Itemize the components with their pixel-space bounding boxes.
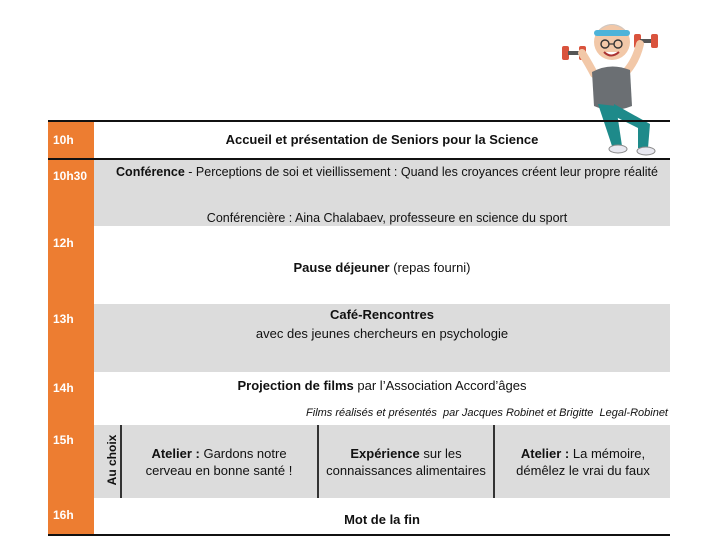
column-divider	[493, 425, 495, 498]
time-10h: 10h	[53, 133, 74, 147]
welcome-title: Accueil et présentation de Seniors pour la Science	[225, 132, 539, 147]
conference-text	[104, 164, 670, 181]
row-closing	[94, 511, 670, 528]
row-films	[94, 377, 670, 394]
workshop-2-detail: sur les connaissances alimentaires	[326, 446, 486, 478]
films-title: Projection de films	[237, 378, 354, 393]
workshop-3-title: Atelier :	[520, 446, 570, 461]
time-13h: 13h	[53, 312, 74, 326]
workshop-1-title: Atelier :	[151, 446, 200, 461]
cafe-title: Café-Rencontres	[329, 307, 435, 322]
time-10h30: 10h30	[53, 169, 88, 183]
lunch-title: Pause déjeuner	[293, 260, 390, 275]
row-welcome	[94, 131, 670, 148]
conference-subtitle: - Perceptions de soi et vieillissement : Quand les croyances créent leur propre réalité	[184, 165, 658, 179]
cafe-detail: avec des jeunes chercheurs en psychologie	[255, 326, 509, 341]
films-detail: par l’Association Accord’âges	[353, 378, 527, 393]
choice-label: Au choix	[105, 434, 119, 486]
workshop-1-detail: Gardons notre cerveau en bonne santé !	[145, 446, 293, 478]
time-12h: 12h	[53, 236, 74, 250]
lunch-detail: (repas fourni)	[389, 260, 471, 275]
cafe-title-wrap	[94, 306, 670, 323]
time-14h: 14h	[53, 381, 74, 395]
time-16h: 16h	[53, 508, 74, 522]
column-divider	[317, 425, 319, 498]
workshop-3-detail: La mémoire, démêlez le vrai du faux	[516, 446, 650, 478]
closing-title: Mot de la fin	[344, 512, 420, 527]
films-note: Films réalisés et présentés par Jacques Robinet et Brigitte Legal-Robinet	[306, 407, 668, 419]
workshop-option-2	[321, 445, 491, 479]
workshop-option-3	[500, 445, 666, 479]
workshop-option-1	[134, 445, 304, 479]
program-table	[48, 120, 670, 536]
conference-title: Conférence	[116, 165, 185, 179]
row-lunch	[94, 259, 670, 276]
column-divider	[120, 425, 122, 498]
time-15h: 15h	[53, 433, 74, 447]
workshop-2-title: Expérience	[350, 446, 420, 461]
time-column	[48, 122, 94, 534]
conference-speaker: Conférencière : Aina Chalabaev, professeure en science du sport	[206, 211, 568, 225]
